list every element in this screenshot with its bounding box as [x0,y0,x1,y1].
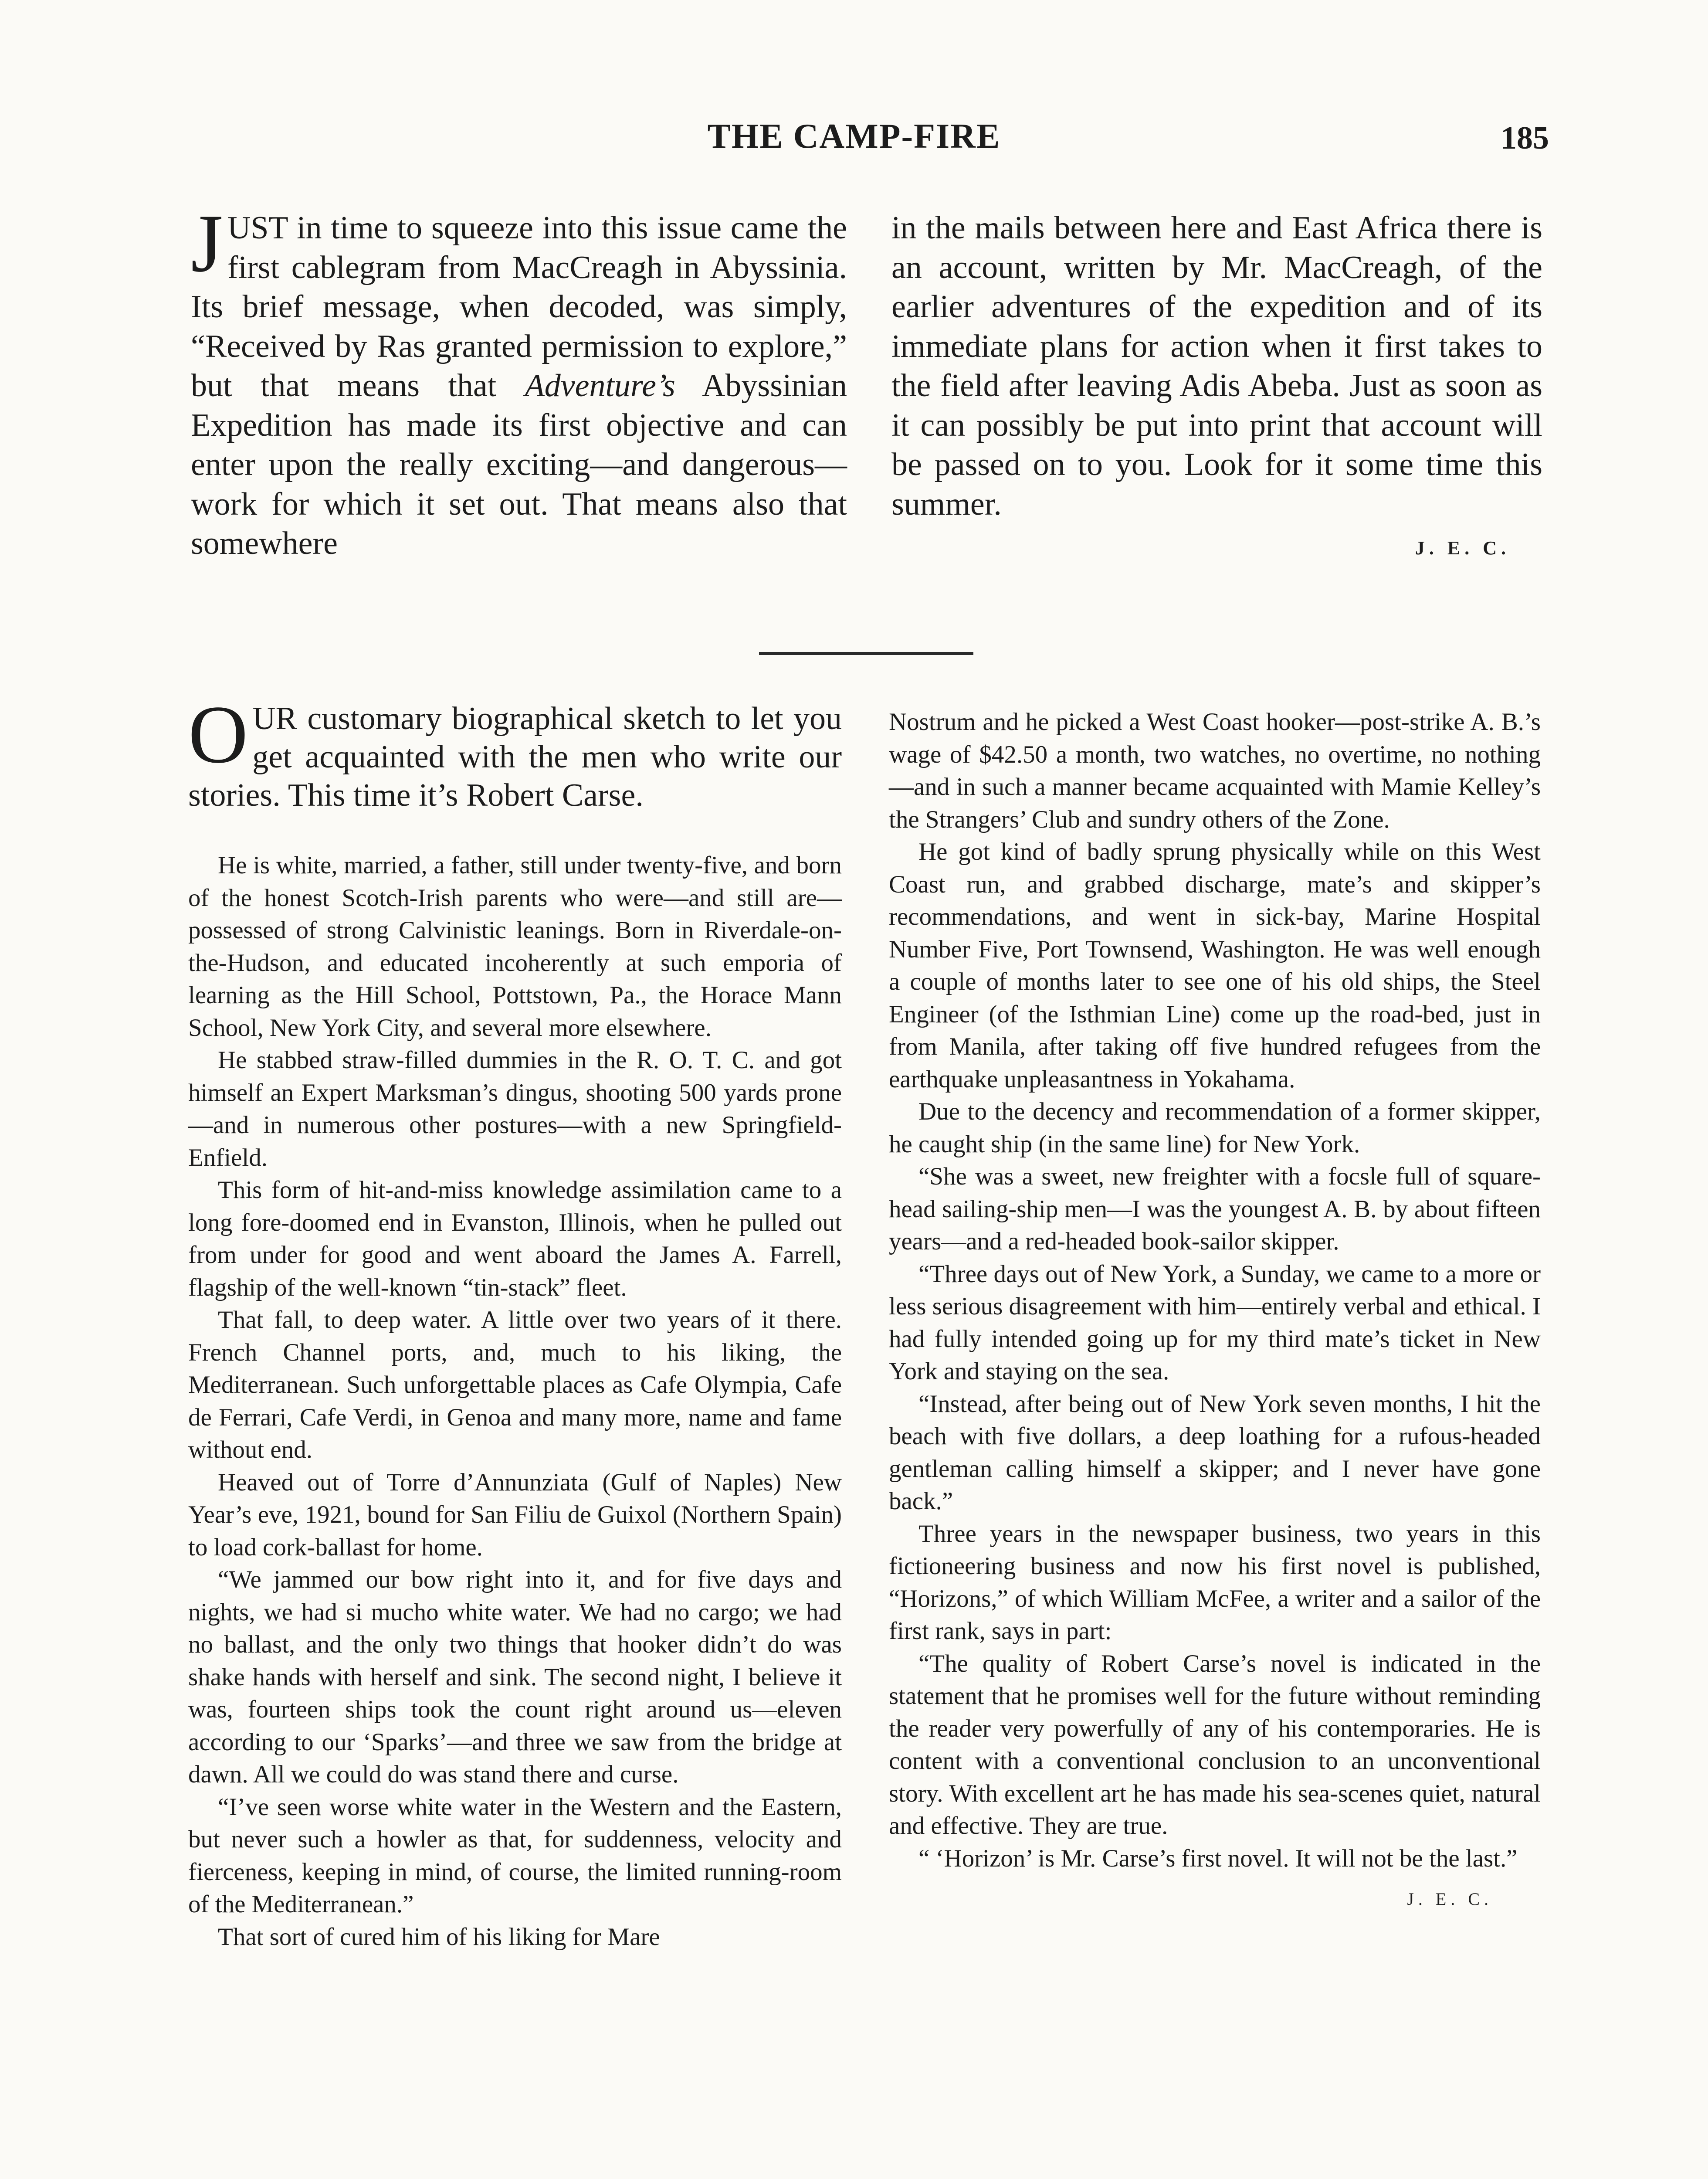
top-left-column [191,198,847,563]
top-right-column [891,208,1542,559]
top-left-paragraph: JUST in time to squeeze into this issue came the first cablegram from MacCreagh in Abyssinia. Its brief message, when decoded, was simply, “Received by Ras granted permission to explore,” but that means that Adventure’s Abyssinian Expedition has made its first objective and can enter upon the really exciting—and dangerous—work for which it set out. That means also that somewhere [191,198,847,561]
body-paragraph: Heaved out of Torre d’Annunziata (Gulf of Naples) New Year’s eve, 1921, bound for San Filiu de Guixol (Northern Spain) to load cork-ballast for home. [188,1468,842,1561]
bottom-right-column [889,706,1541,1909]
body-paragraph: That fall, to deep water. A little over two years of it there. French Channel ports, and, much to his liking, the Mediterranean. Such unforgettable places as Cafe Olympia, Cafe de Ferrari, Cafe Verdi, in Genoa and many more, name and fame without end. [188,1306,842,1463]
signature: J. E. C. [1407,1889,1493,1909]
top-right-paragraph: in the mails between here and East Africa there is an account, written by Mr. MacCreagh, of the earlier adventures of the expedition and of its immediate plans for action when it first takes to the field after leaving Adis Abeba. Just as soon as it can possibly be put into print that account will be passed on to you. Look for it some time this summer. [891,210,1542,522]
body-paragraph: “Instead, after being out of New York seven months, I hit the beach with five dollars, a deep loathing for a rufous-headed gentleman calling himself a skipper; and I never have gone back.” [889,1390,1541,1515]
body-paragraph: “ ‘Horizon’ is Mr. Carse’s first novel. It will not be the last.” [918,1844,1518,1872]
body-paragraph: This form of hit-and-miss knowledge assimilation came to a long fore-doomed end in Evanston, Illinois, when he pulled out from under for good and went aboard the James A. Farrell, flagship of the well-known “tin-stack” fleet. [188,1176,842,1301]
italic-title: Adventure’s [525,368,675,404]
signature: J. E. C. [1415,537,1510,559]
body-paragraph: That sort of cured him of his liking for Mare [218,1923,660,1951]
body-paragraph: Nostrum and he picked a West Coast hooker—post-strike A. B.’s wage of $42.50 a month, two watches, no overtime, no nothing—and in such a manner became acquainted with Mamie Kelley’s the Strangers’ Club and sundry others of the Zone. [889,708,1541,833]
body-paragraph: He is white, married, a father, still under twenty-five, and born of the honest Scotch-Irish parents who were—and still are—possessed of strong Calvinistic leanings. Born in Riverdale-on-the-Hudson, and educated incoherently at such emporia of learning as the Hill School, Pottstown, Pa., the Horace Mann School, New York City, and several more elsewhere. [188,852,842,1042]
body-paragraph: He stabbed straw-filled dummies in the R. O. T. C. and got himself an Expert Marksman’s dingus, shooting 500 yards prone—and in numerous other postures—with a new Springfield-Enfield. [188,1046,842,1171]
body-paragraph: Due to the decency and recommendation of a former skipper, he caught ship (in the same line) for New York. [889,1098,1541,1158]
body-paragraph: He got kind of badly sprung physically while on this West Coast run, and grabbed discharge, mate’s and skipper’s recommendations, and went in sick-bay, Marine Hospital Number Five, Port Townsend, Washington. He was well enough a couple of months later to see one of his old ships, the Steel Engineer (of the Isthmian Line) come up the road-bed, just in from Manila, after taking off five hundred refugees from the earthquake unpleasantness in Yokahama. [889,838,1541,1093]
body-paragraph: “The quality of Robert Carse’s novel is indicated in the statement that he promises well for the future without reminding the reader very powerfully of any of his contemporaries. He is content with a conventional conclusion to an unconventional story. With excellent art he has made his sea-scenes quiet, natural and effective. They are true. [889,1650,1541,1840]
bottom-left-column [188,689,842,1953]
body-paragraph: “I’ve seen worse white water in the Western and the Eastern, but never such a howler as that, for suddenness, velocity and fierceness, keeping in mind, of course, the limited running-room of the Mediterranean.” [188,1793,842,1918]
body-paragraph: “We jammed our bow right into it, and for five days and nights, we had si mucho white water. We had no cargo; we had no ballast, and the only two things that hooker didn’t do was shake hands with herself and sink. The second night, I believe it was, fourteen ships took the count right around us—eleven according to our ‘Sparks’—and three we saw from the bridge at dawn. All we could do was stand there and curse. [188,1566,842,1788]
intro-paragraph: OUR customary biographical sketch to let you get acquainted with the men who write our stories. This time it’s Robert Carse. [188,689,842,813]
drop-cap: J [191,198,223,289]
section-divider [759,652,973,655]
body-paragraph: “Three days out of New York, a Sunday, we came to a more or less serious disagreement with him—entirely verbal and ethical. I had fully intended going up for my third mate’s ticket in New York and staying on the sea. [889,1260,1541,1385]
body-paragraph: Three years in the newspaper business, two years in this fictioneering business and now his first novel is published, “Horizons,” of which William McFee, a writer and a sailor of the first rank, says in part: [889,1520,1541,1645]
drop-cap: O [188,689,248,781]
body-paragraph: “She was a sweet, new freighter with a focsle full of square-head sailing-ship men—I was the youngest A. B. by about fifteen years—and a red-headed book-sailor skipper. [889,1163,1541,1255]
page-number: 185 [1501,120,1549,156]
page-title: THE CAMP-FIRE [707,117,1001,156]
